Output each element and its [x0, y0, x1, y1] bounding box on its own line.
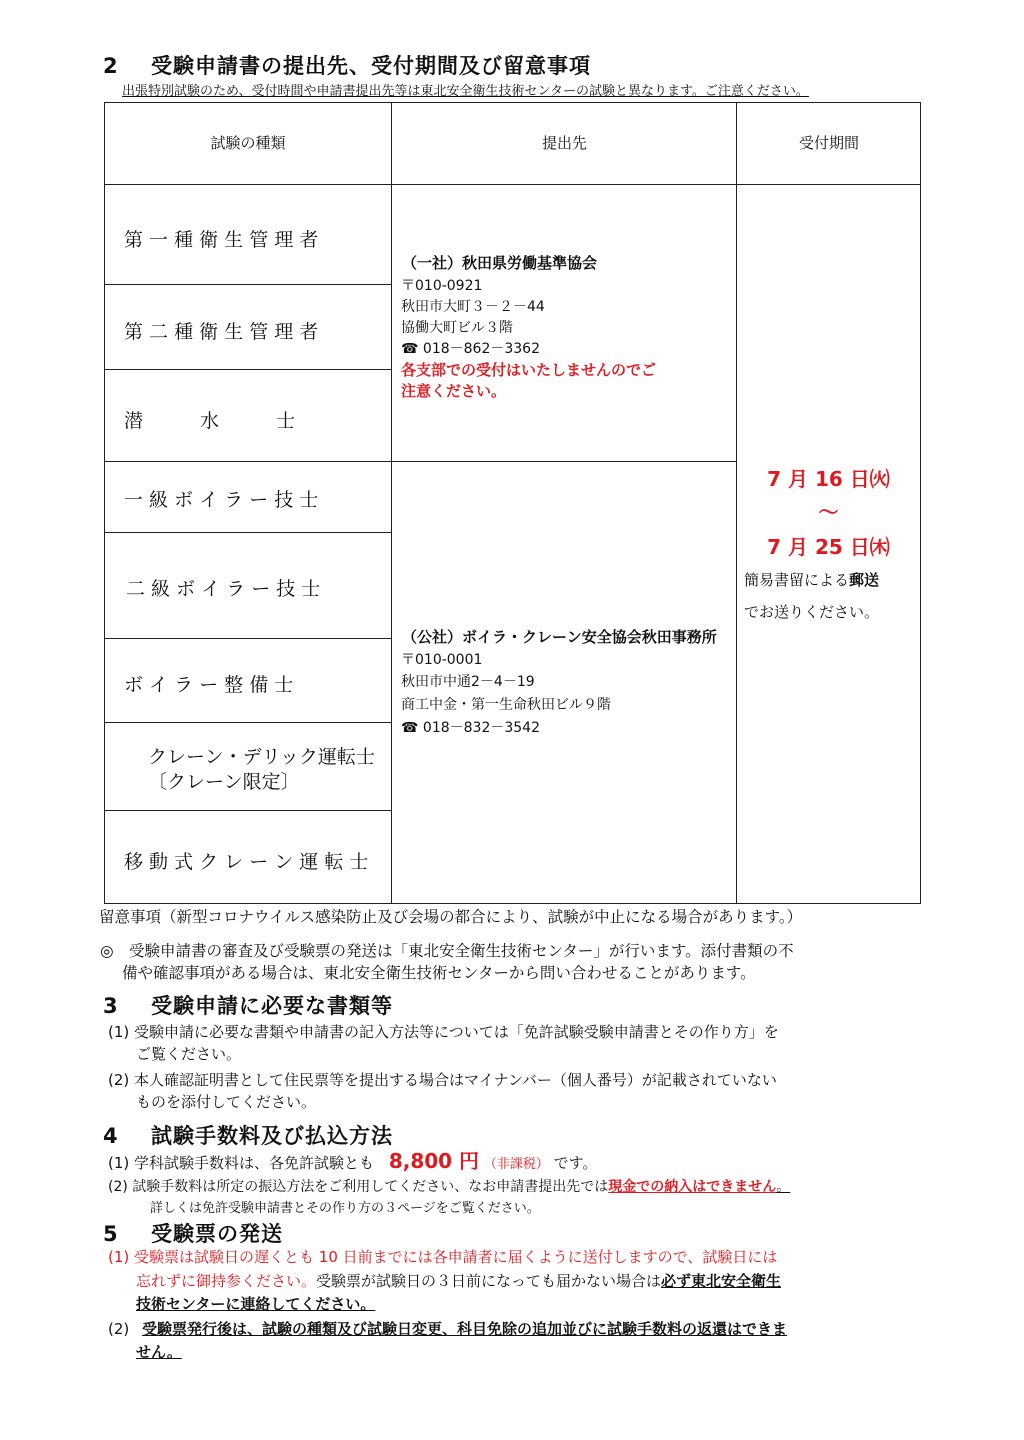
fee-amount: 8,800 円	[388, 1149, 480, 1173]
section3-item2-line1: (2) 本人確認証明書として住民票等を提出する場合はマイナンバー（個人番号）が記載されていない	[108, 1071, 777, 1089]
office1-building: 協働大町ビル３階	[401, 320, 513, 336]
office2-building: 商工中金・第一生命秋田ビル９階	[401, 697, 611, 713]
exam-second-class-boiler: 二 級 ボ イ ラ ー 技 士	[126, 578, 321, 600]
not-arrived-notice: 受験票が試験日の３日前になっても届かない場合は	[316, 1272, 662, 1290]
contact-center-notice-2: 技術センターに連絡してください。	[136, 1295, 376, 1313]
section5-item2-text-2: せん。	[136, 1343, 182, 1361]
office2-phone-row	[401, 718, 540, 739]
period-method-b: 郵送	[849, 571, 880, 589]
fee-tax: （非課税）	[483, 1157, 549, 1172]
section5-item1-line3	[136, 1293, 375, 1315]
office1-warning-line2: 注意ください。	[401, 382, 507, 400]
section5-heading	[103, 1218, 283, 1248]
section5-item2-number: (2)	[108, 1320, 130, 1338]
office2-phone: 018－832－3542	[422, 720, 540, 736]
caution-text: 留意事項（新型コロナウイルス感染防止及び会場の都合により、試験が中止になる場合があります。）	[99, 908, 803, 926]
office1-name: （一社）秋田県労働基準協会	[402, 254, 598, 272]
period-start: 7 月 16 日㈫	[767, 467, 890, 491]
office1-phone: 018－862－3362	[422, 341, 540, 357]
submission-table	[104, 102, 921, 904]
section4-item1	[108, 1150, 597, 1176]
fee-end: です。	[553, 1154, 598, 1172]
exam-first-class-health: 第 一 種 衛 生 管 理 者	[124, 229, 319, 251]
office2-name: （公社）ボイラ・クレーン安全協会秋田事務所	[402, 628, 717, 646]
office2-address: 秋田市中通2－4－19	[401, 674, 535, 690]
period-end: 7 月 25 日㈭	[767, 535, 890, 559]
section5-item1-line2	[136, 1270, 781, 1292]
section4-item2-line2: 詳しくは免許受験申請書とその作り方の３ページをご覧ください。	[150, 1201, 540, 1216]
office1-phone-row	[401, 339, 540, 360]
section3-heading	[103, 990, 393, 1020]
phone-icon: ☎	[401, 341, 419, 357]
section5-title: 受験票の発送	[151, 1222, 283, 1246]
section3-item1-line1: (1) 受験申請に必要な書類や申請書の記入方法等については「免許試験受験申請書とその作り方」を	[108, 1023, 779, 1041]
section3-title: 受験申請に必要な書類等	[151, 994, 393, 1018]
office2-postal: 〒010-0001	[401, 652, 483, 668]
office1-postal: 〒010-0921	[401, 278, 483, 294]
section4-item2-end: 。	[776, 1179, 791, 1195]
exam-boiler-maintenance: ボ イ ラ ー 整 備 士	[124, 674, 294, 696]
exam-second-class-health: 第 二 種 衛 生 管 理 者	[124, 321, 319, 343]
exam-first-class-boiler: 一 級 ボ イ ラ ー 技 士	[124, 489, 319, 511]
section3-item2-line2: ものを添付してください。	[136, 1093, 317, 1111]
bring-ticket-notice: 忘れずに御持参ください。	[136, 1272, 317, 1290]
period-tilde: ～	[818, 500, 839, 524]
section2-number: 2	[103, 54, 119, 78]
review-line1: ◎ 受験申請書の審査及び受験票の発送は「東北安全衛生技術センター」が行います。添付書類の不	[100, 942, 794, 960]
section5-item2-line2	[136, 1341, 182, 1363]
section3-number: 3	[103, 994, 119, 1018]
period-method	[744, 564, 879, 628]
header-submit-to: 提出先	[541, 134, 587, 152]
section4-title: 試験手数料及び払込方法	[151, 1124, 393, 1148]
header-exam-type: 試験の種類	[210, 134, 286, 152]
exam-mobile-crane: 移 動 式 ク レ ー ン 運 転 士	[124, 851, 369, 873]
exam-crane-derrick: クレーン・デリック運転士	[148, 746, 375, 768]
section4-heading	[103, 1120, 393, 1150]
section4-item2-text: (2) 試験手数料は所定の振込方法をご利用してください、なお申請書提出先では	[108, 1179, 609, 1195]
period-method-line2: でお送りください。	[744, 603, 880, 621]
section5-number: 5	[103, 1222, 119, 1246]
fee-label: (1) 学科試験手数料は、各免許試験とも	[108, 1154, 375, 1172]
no-cash-notice: 現金での納入はできません	[608, 1179, 777, 1195]
exam-crane-limited: 〔クレーン限定〕	[148, 771, 300, 793]
review-line2: 備や確認事項がある場合は、東北安全衛生技術センターから問い合わせることがあります。	[122, 964, 756, 982]
section4-item2	[108, 1176, 790, 1198]
phone-icon: ☎	[401, 720, 419, 736]
section2-title: 受験申請書の提出先、受付期間及び留意事項	[151, 54, 591, 78]
section2-note: 出張特別試験のため、受付時間や申請書提出先等は東北安全衛生技術センターの試験と異なります。ご注意ください。	[122, 84, 809, 99]
office1-address: 秋田市大町３－２－44	[401, 299, 545, 315]
exam-diver: 潜 水 士	[124, 410, 296, 432]
section5-item1-line1: (1) 受験票は試験日の遅くとも 10 日前までには各申請者に届くように送付しますので、試験日には	[108, 1248, 778, 1266]
office1-warning-line1: 各支部での受付はいたしませんのでご	[401, 361, 657, 379]
office1-warning	[401, 360, 656, 402]
contact-center-notice: 必ず東北安全衛生	[661, 1272, 782, 1290]
section5-item2-text: 受験票発行後は、試験の種類及び試験日変更、科目免除の追加並びに試験手数料の返還はできま	[142, 1320, 788, 1338]
section2-heading	[103, 50, 591, 80]
section5-item2-line1	[108, 1318, 787, 1340]
period-method-a: 簡易書留による	[744, 571, 850, 589]
header-period: 受付期間	[798, 134, 859, 152]
section4-number: 4	[103, 1124, 119, 1148]
section3-item1-line2: ご覧ください。	[136, 1045, 242, 1063]
